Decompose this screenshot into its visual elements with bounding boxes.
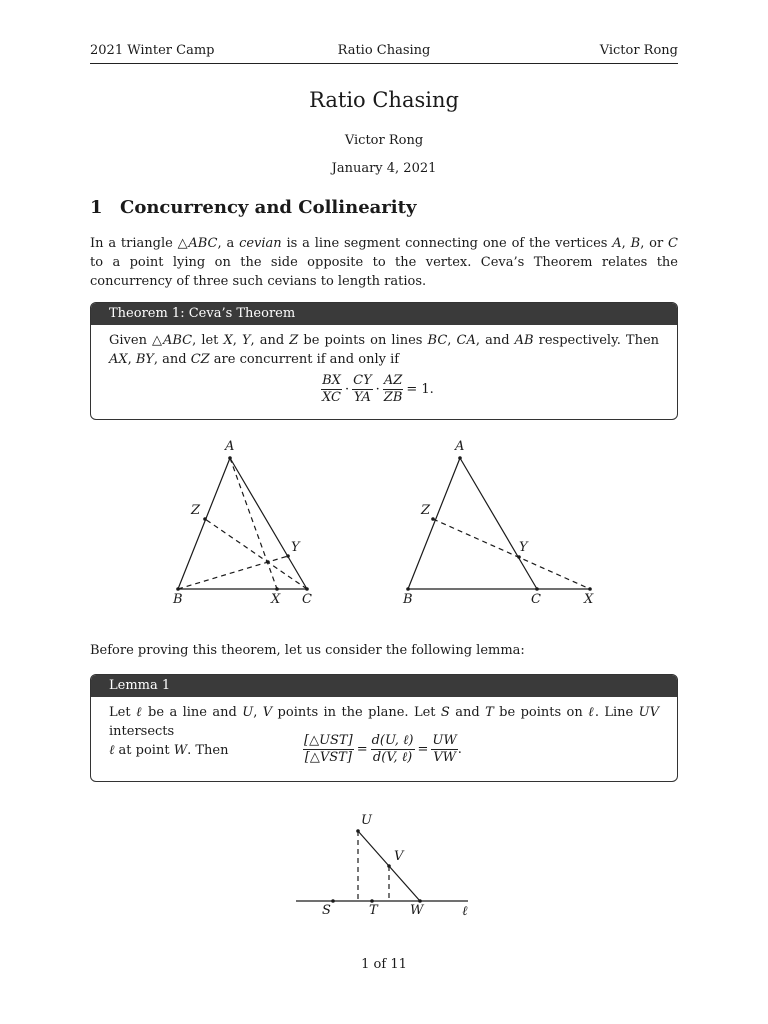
fig2-side-AB xyxy=(408,458,460,589)
fig2-label-Z: Z xyxy=(421,503,431,518)
section-title: Concurrency and Collinearity xyxy=(120,197,417,218)
ceva-equation: $\frac{BX}{XC}$ · $\frac{CY}{YA}$ · $\frac{AZ}{ZB}$ = 1. xyxy=(322,373,434,405)
fig2-label-B: B xyxy=(403,592,413,607)
fig1-point-Z xyxy=(203,517,207,521)
fig2-dashed-line xyxy=(433,519,590,589)
fig1-cevian-AX xyxy=(230,458,277,589)
theorem-body: Given △ABC, let X, Y, and Z be points on lines BC, CA, and AB respectively. Then AX, BY, and CZ are concurrent if and only if xyxy=(109,333,660,367)
lemma-body: Let ℓ be a line and U, V points in the plane. Let S and T be points on ℓ. Line UV intersects ℓ at point W. Then xyxy=(109,705,659,758)
fig2-side-AC xyxy=(460,458,537,589)
fig1-point-X xyxy=(275,587,279,591)
header-left: 2021 Winter Camp xyxy=(90,43,215,58)
fig1-point-B xyxy=(176,587,180,591)
figure-ceva-concurrent xyxy=(178,458,307,589)
fig1-point-Y xyxy=(286,554,290,558)
fig2-point-Z xyxy=(431,517,435,521)
fig3-point-V xyxy=(387,864,391,868)
page-number: 1 of 11 xyxy=(361,957,407,972)
transition-paragraph: Before proving this theorem, let us consider the following lemma: xyxy=(90,643,525,658)
fig2-point-Y xyxy=(517,555,521,559)
fig2-label-C: C xyxy=(531,592,541,607)
fig1-label-Y: Y xyxy=(291,540,300,555)
figure-lemma xyxy=(296,831,468,901)
intro-paragraph: In a triangle △ABC, a cevian is a line segment connecting one of the vertices A, B, or C to a point lying on the side opposite to the vertex. Ceva’s Theorem relates the concurrency of three such cevians to length ratios. xyxy=(90,236,678,289)
fig2-point-A xyxy=(458,456,462,460)
fig3-label-S: S xyxy=(322,903,331,918)
date: January 4, 2021 xyxy=(331,161,437,176)
author: Victor Rong xyxy=(344,133,424,148)
fig1-side-AB xyxy=(178,458,230,589)
fig3-point-S xyxy=(331,899,335,903)
fig1-point-concurrency xyxy=(266,560,270,564)
fig3-point-U xyxy=(356,829,360,833)
fig1-label-B: B xyxy=(173,592,183,607)
fig2-point-C xyxy=(535,587,539,591)
fig1-point-A xyxy=(228,456,232,460)
fig2-point-X xyxy=(588,587,592,591)
header-center: Ratio Chasing xyxy=(337,43,431,58)
fig1-label-X: X xyxy=(271,592,281,607)
fig3-label-V: V xyxy=(394,849,404,864)
section-number: 1 xyxy=(90,197,103,218)
header-right: Victor Rong xyxy=(599,43,678,58)
lemma-heading: Lemma 1 xyxy=(91,675,677,697)
lemma-equation: $\frac{\text{[△UST]}}{\text{[△VST]}}$ = $\frac{\text{d(U, ℓ)}}{\text{d(V, ℓ)}}$ = $\frac{UW}{VW}$ . xyxy=(304,733,462,765)
fig1-label-Z: Z xyxy=(191,503,201,518)
fig3-label-ell: ℓ xyxy=(462,904,468,919)
fig2-point-B xyxy=(406,587,410,591)
fig2-label-X: X xyxy=(584,592,594,607)
fig1-label-C: C xyxy=(302,592,312,607)
document-title: Ratio Chasing xyxy=(309,88,459,112)
fig2-label-Y: Y xyxy=(519,540,528,555)
lemma-box xyxy=(90,674,678,782)
fig1-point-C xyxy=(305,587,309,591)
figure-ceva-external xyxy=(408,458,590,589)
fig3-label-U: U xyxy=(361,813,372,828)
fig1-label-A: A xyxy=(225,439,235,454)
fig2-label-A: A xyxy=(455,439,465,454)
fig3-label-W: W xyxy=(410,903,424,918)
fig3-label-T: T xyxy=(369,903,378,918)
theorem-heading: Theorem 1: Ceva’s Theorem xyxy=(91,303,677,325)
